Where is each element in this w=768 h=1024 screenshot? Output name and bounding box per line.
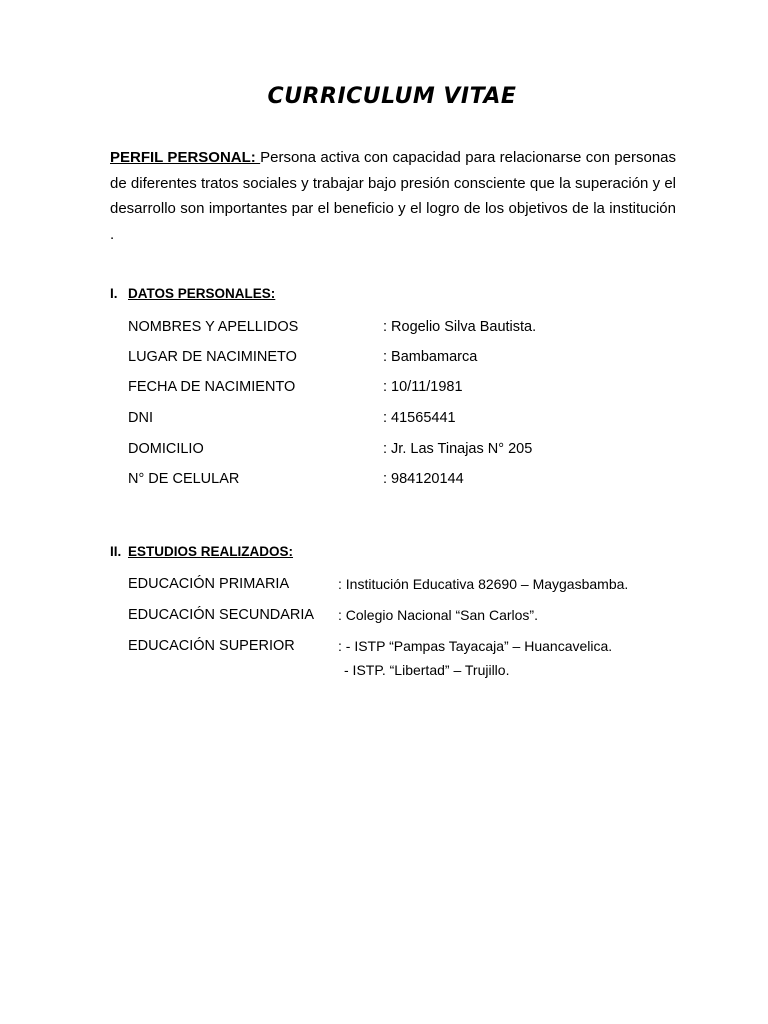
row-label: EDUCACIÓN SECUNDARIA (128, 607, 315, 623)
document-title: CURRICULUM VITAE (267, 84, 517, 109)
section-title: ESTUDIOS REALIZADOS: (128, 544, 294, 559)
row-label: EDUCACIÓN SUPERIOR (128, 638, 295, 654)
profile-paragraph (110, 145, 676, 247)
row-label: EDUCACIÓN PRIMARIA (128, 576, 290, 592)
row-label: DNI (128, 410, 153, 426)
personal-row-names (128, 319, 537, 335)
personal-row-dni (128, 410, 456, 426)
section-number: I. (110, 286, 118, 301)
studies-row-primary (128, 576, 629, 592)
personal-row-birthdate (128, 379, 463, 395)
studies-higher-extra: - ISTP. “Libertad” – Trujillo. (344, 662, 510, 678)
studies-row-higher (128, 638, 613, 654)
row-label: FECHA DE NACIMIENTO (128, 379, 296, 395)
section-title: DATOS PERSONALES: (128, 286, 276, 301)
row-value: : Institución Educativa 82690 – Maygasbamba. (338, 576, 629, 592)
section-personal-heading (110, 286, 275, 301)
personal-row-address (128, 441, 533, 457)
row-value: : Rogelio Silva Bautista. (383, 319, 537, 335)
personal-row-phone (128, 471, 464, 487)
row-value: : 984120144 (383, 471, 464, 487)
row-label: DOMICILIO (128, 441, 204, 457)
row-value: : 41565441 (383, 410, 456, 426)
studies-row-secondary (128, 607, 538, 623)
row-label: NOMBRES Y APELLIDOS (128, 319, 299, 335)
personal-row-birthplace (128, 349, 478, 365)
row-value: : Colegio Nacional “San Carlos”. (338, 607, 538, 623)
profile-text: Persona activa con capacidad para relacionarse con personas de diferentes tratos sociales y trabajar bajo presión consciente que la superación y el desarrollo son importantes par el beneficio y el logro de los objetivos de la institución . (110, 149, 676, 243)
profile-label: PERFIL PERSONAL: (110, 149, 261, 166)
row-label: N° DE CELULAR (128, 471, 240, 487)
row-value: : Bambamarca (383, 349, 478, 365)
row-value: : 10/11/1981 (383, 379, 463, 395)
row-value: : Jr. Las Tinajas N° 205 (383, 441, 533, 457)
section-studies-heading (110, 544, 293, 559)
section-number: II. (110, 544, 122, 559)
row-value: : - ISTP “Pampas Tayacaja” – Huancavelica. (338, 638, 613, 654)
row-label: LUGAR DE NACIMINETO (128, 349, 297, 365)
